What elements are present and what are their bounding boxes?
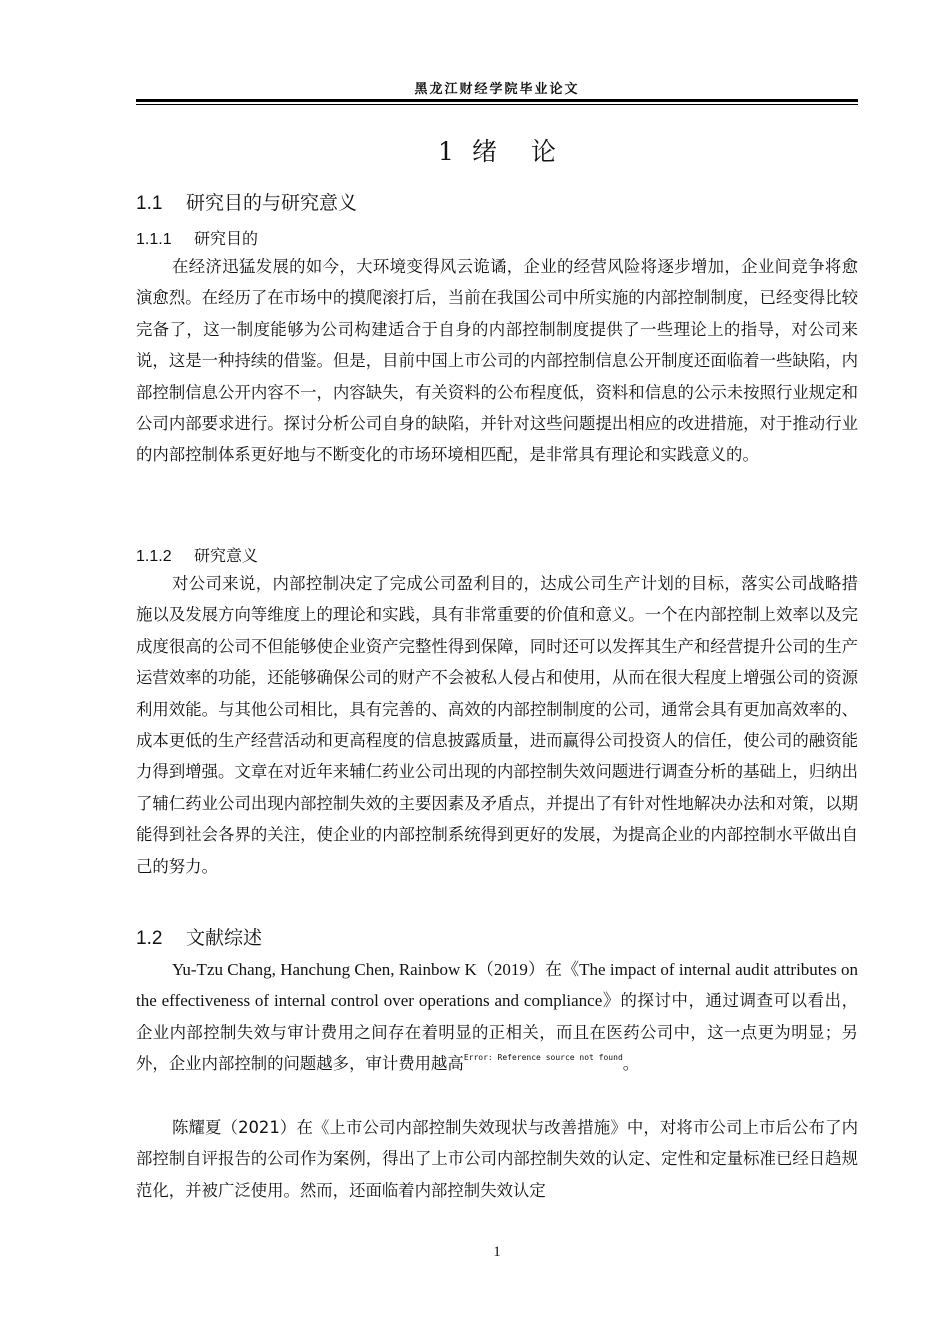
running-header: 黑龙江财经学院毕业论文 [414, 82, 580, 97]
subsection-title: 研究目的 [194, 229, 259, 248]
chapter-title [136, 132, 858, 168]
section-number: 1.1 [136, 193, 163, 214]
paragraph-research-significance: 对公司来说，内部控制决定了完成公司盈利目的，达成公司生产计划的目标，落实公司战略措施以及发展方向等维度上的理论和实践，具有非常重要的价值和意义。一个在内部控制上效率以及完成度很高的公司不但能够使企业资产完整性得到保障，同时还可以发挥其生产和经营提升公司的生产运营效率的功能，还能够确保公司的财产不会被私人侵占和使用，从而在很大程度上增强公司的资源利用效能。与其他公司相比，具有完善的、高效的内部控制制度的公司，通常会具有更加高效率的、成本更低的生产经营活动和更高程度的信息披露质量，进而赢得公司投资人的信任，使公司的融资能力得到增强。文章在对近年来辅仁药业公司出现的内部控制失效问题进行调查分析的基础上，归纳出了辅仁药业公司出现内部控制失效的主要因素及矛盾点，并提出了有针对性地解决办法和对策，以期能得到社会各界的关注，使企业的内部控制系统得到更好的发展，为提高企业的内部控制水平做出自己的努力。 [136, 574, 858, 876]
section-heading-1-2 [136, 923, 262, 950]
citation-text: Yu-Tzu Chang, Hanchung Chen, Rainbow K（2019）在《The impact of internal audit attributes on the effectiveness of internal control over operations and compliance》 [136, 960, 858, 1011]
chapter-title-part-2: 论 [530, 137, 556, 166]
header-rule-thick [136, 99, 858, 102]
section-title: 研究目的与研究意义 [186, 192, 358, 214]
subsection-number: 1.1.2 [136, 548, 172, 565]
paragraph-text: 的探讨中，通过调查可以看出，企业内部控制失效与审计费用之间存在着明显的正相关，而且在医药公司中，这一点更为明显；另外，企业内部控制的问题越多，审计费用越高 [136, 991, 859, 1074]
section-title: 文献综述 [186, 927, 263, 949]
section-heading-1-1 [136, 188, 357, 215]
chapter-title-part-1: 绪 [471, 137, 497, 166]
chapter-number: 1 [438, 137, 454, 166]
paragraph-literature-1 [136, 954, 858, 1080]
paragraph-research-purpose: 在经济迅猛发展的如今，大环境变得风云诡谲，企业的经营风险将逐步增加，企业间竞争将愈演愈烈。在经历了在市场中的摸爬滚打后，当前在我国公司中所实施的内部控制制度，已经变得比较完备了，这一制度能够为公司构建适合于自身的内部控制制度提供了一些理论上的指导，对公司来说，这是一种持续的借鉴。但是，目前中国上市公司的内部控制信息公开制度还面临着一些缺陷，内部控制信息公开内容不一，内容缺失，有关资料的公布程度低，资料和信息的公示未按照行业规定和公司内部要求进行。探讨分析公司自身的缺陷，并针对这些问题提出相应的改进措施，对于推动行业的内部控制体系更好地与不断变化的市场环境相匹配，是非常具有理论和实践意义的。 [136, 257, 858, 465]
subsection-heading-1-1-1 [136, 226, 258, 249]
subsection-heading-1-1-2 [136, 543, 258, 566]
paragraph-literature-2: 陈耀夏（2021）在《上市公司内部控制失效现状与改善措施》中，对将市公司上市后公布了内部控制自评报告的公司作为案例，得出了上市公司内部控制失效的认定、定性和定量标准已经日趋规范化，并被广泛使用。然而，还面临着内部控制失效认定 [136, 1118, 858, 1200]
page-number: 1 [493, 1244, 501, 1260]
paragraph-end: 。 [622, 1054, 640, 1074]
section-number: 1.2 [136, 928, 163, 949]
subsection-number: 1.1.1 [136, 231, 172, 248]
subsection-title: 研究意义 [194, 546, 259, 565]
header-rule-thin [136, 104, 858, 105]
reference-error-note: Error: Reference source not found [463, 1053, 623, 1063]
